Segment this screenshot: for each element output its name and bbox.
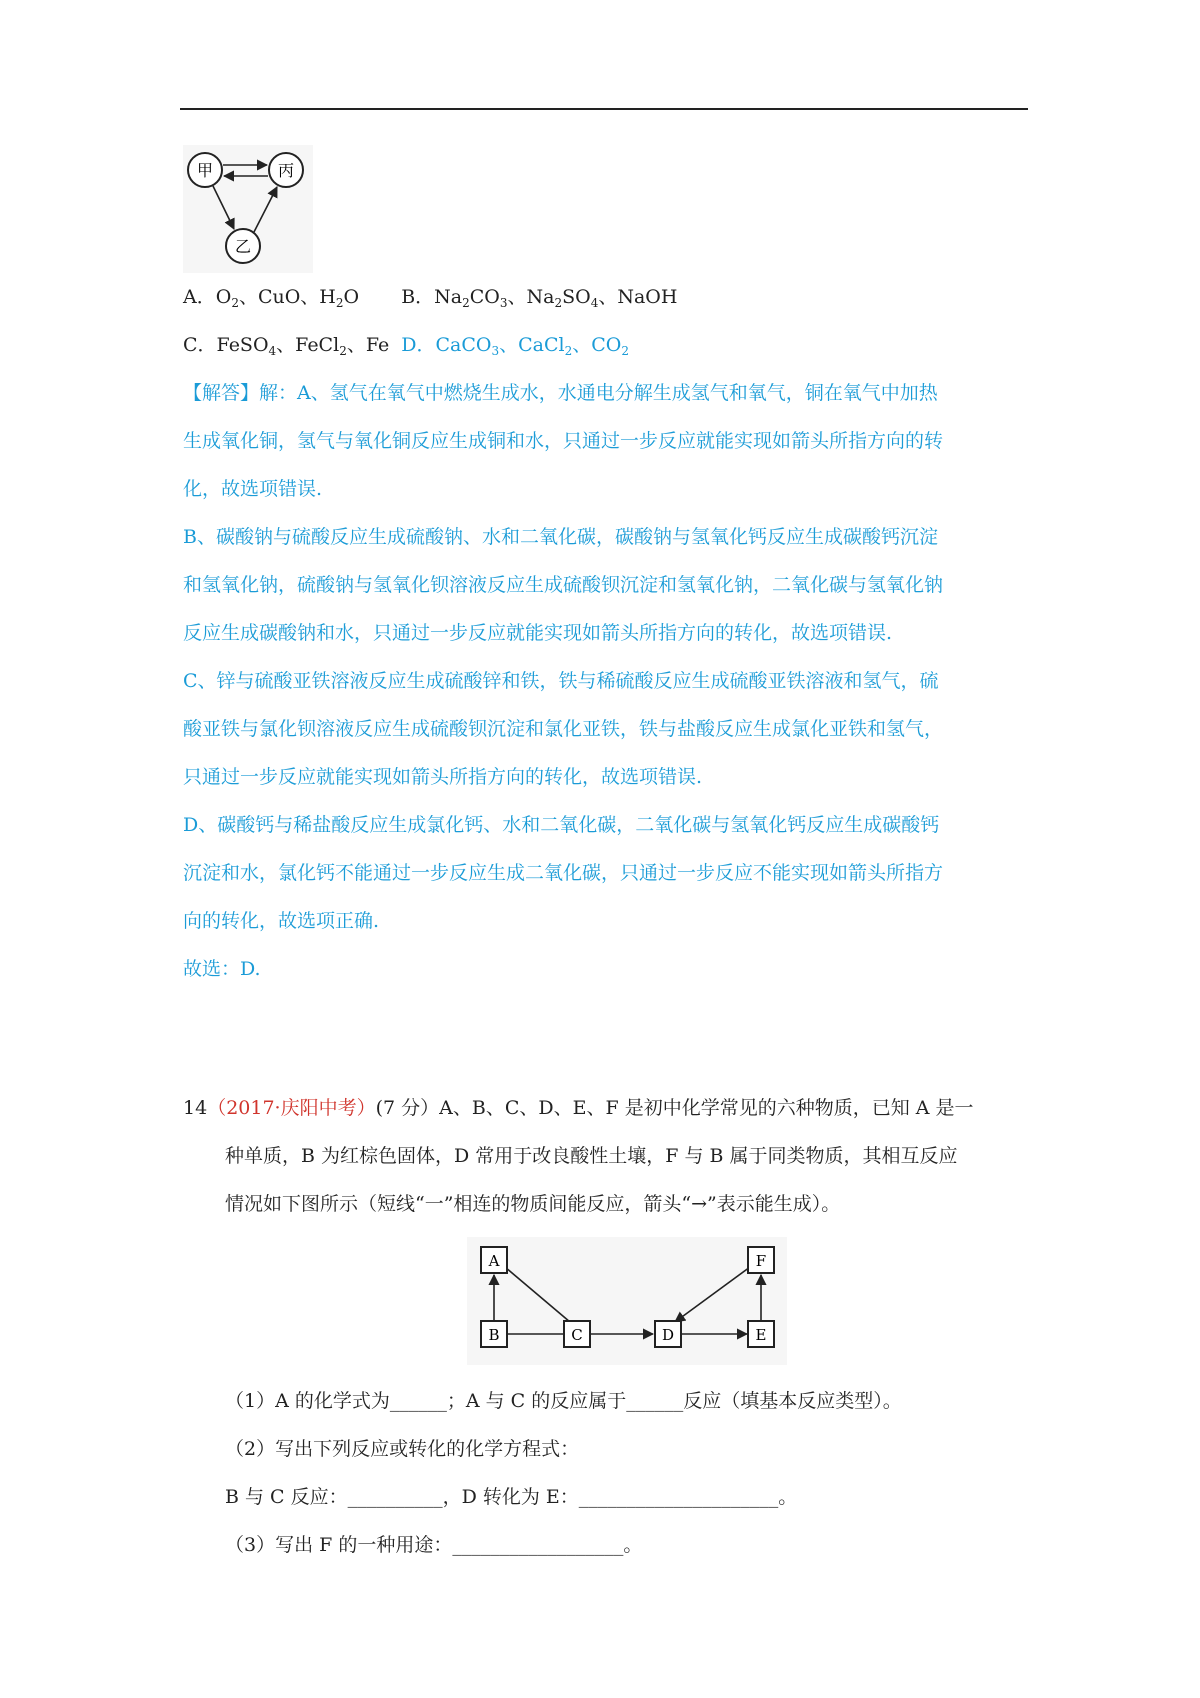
arrow-f-d: [675, 1267, 750, 1322]
analysis-line-4: B、碳酸钠与硫酸反应生成硫酸钠、水和二氧化碳，碳酸钠与氢氧化钙反应生成碳酸钙沉淀: [183, 526, 938, 548]
q14-stem-first: [183, 1093, 974, 1123]
node-jia-label: 甲: [196, 161, 214, 180]
q14-sub2-line: B 与 C 反应：__________，D 转化为 E：_____________________。: [225, 1486, 798, 1508]
q14-stem-line-3: 情况如下图所示（短线“一”相连的物质间能反应，箭头“→”表示能生成）。: [225, 1193, 841, 1215]
q14-sub2: （2）写出下列反应或转化的化学方程式：: [225, 1438, 580, 1460]
q14-score: (7 分）: [375, 1097, 440, 1119]
box-d-label: D: [661, 1326, 675, 1344]
q14-source: （2017·庆阳中考）: [207, 1097, 376, 1119]
triangle-diagram: [183, 145, 313, 273]
box-f-label: F: [755, 1252, 767, 1270]
analysis-line-5: 和氢氧化钠，硫酸钠与氢氧化钡溶液反应生成硫酸钡沉淀和氢氧化钠，二氧化碳与氢氧化钠: [183, 574, 944, 596]
analysis-line-10: D、碳酸钙与稀盐酸反应生成氯化钙、水和二氧化碳，二氧化碳与氢氧化钙反应生成碳酸钙: [183, 814, 940, 836]
reaction-diagram: [467, 1237, 787, 1365]
box-b-label: B: [488, 1326, 500, 1344]
analysis-line-8: 酸亚铁与氯化钡溶液反应生成硫酸钡沉淀和氯化亚铁，铁与盐酸反应生成氯化亚铁和氢气，: [183, 718, 944, 740]
analysis-line-2: 生成氧化铜，氢气与氧化铜反应生成铜和水，只通过一步反应就能实现如箭头所指方向的转: [183, 430, 944, 452]
option-d[interactable]: D．CaCO$_3$、CaCl$_2$、$CO_2$: [401, 334, 630, 358]
q14-stem-line-2: 种单质，B 为红棕色固体，D 常用于改良酸性土壤，F 与 B 属于同类物质，其相互反应: [225, 1145, 958, 1167]
option-c[interactable]: C．FeSO$_4$、FeCl$_2$、Fe: [183, 334, 390, 358]
option-b[interactable]: B．$Na_2CO_3$、$Na_2SO_4$、NaOH: [401, 286, 678, 310]
analysis-line-3: 化，故选项错误.: [183, 478, 323, 500]
options-ab: [183, 282, 677, 312]
q14-sub1: （1）A 的化学式为______；A 与 C 的反应属于______反应（填基本反应类型）。: [225, 1390, 902, 1412]
option-a[interactable]: A．$O_2$、CuO、$H_2O$: [183, 286, 360, 310]
options-cd: [183, 330, 629, 360]
arrow-jia-yi: [213, 186, 234, 229]
analysis-line-11: 沉淀和水，氯化钙不能通过一步反应生成二氧化碳，只通过一步反应不能实现如箭头所指方: [183, 862, 944, 884]
analysis-line-12: 向的转化，故选项正确.: [183, 910, 380, 932]
header-rule: [180, 108, 1028, 110]
q14-number: 14: [183, 1097, 208, 1119]
analysis-line-7: C、锌与硫酸亚铁溶液反应生成硫酸锌和铁，铁与稀硫酸反应生成硫酸亚铁溶液和氢气，硫: [183, 670, 939, 692]
line-a-c: [505, 1267, 570, 1322]
analysis-line-9: 只通过一步反应就能实现如箭头所指方向的转化，故选项错误.: [183, 766, 703, 788]
q14-stem-text: A、B、C、D、E、F 是初中化学常见的六种物质，已知 A 是一: [439, 1097, 974, 1119]
q14-sub3: （3）写出 F 的一种用途：__________________。: [225, 1534, 643, 1556]
analysis-line-13: 故选：D.: [183, 958, 261, 980]
box-e-label: E: [755, 1326, 767, 1344]
box-c-label: C: [571, 1326, 583, 1344]
node-yi-label: 乙: [234, 237, 252, 256]
analysis-line-1: 【解答】解：A、氢气在氧气中燃烧生成水，水通电分解生成氢气和氧气，铜在氧气中加热: [183, 382, 938, 404]
box-a-label: A: [488, 1252, 500, 1270]
node-bing-label: 丙: [277, 161, 295, 180]
analysis-line-6: 反应生成碳酸钠和水，只通过一步反应就能实现如箭头所指方向的转化，故选项错误.: [183, 622, 893, 644]
arrow-yi-bing: [254, 187, 277, 232]
